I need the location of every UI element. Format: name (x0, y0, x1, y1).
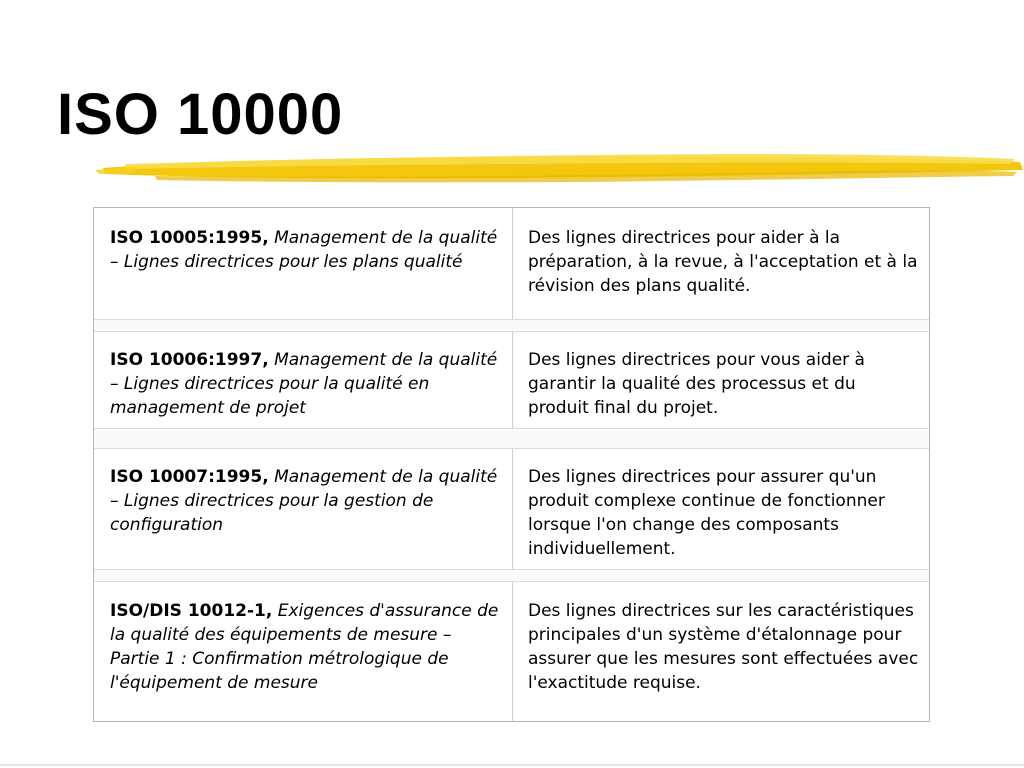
standard-title: Management de la qualité – Lignes directrices pour la qualité en management de projet (110, 350, 498, 418)
standard-code: ISO 10005:1995, (110, 228, 269, 248)
footer-rule (0, 764, 1024, 766)
row-spacer (94, 320, 929, 332)
standard-code: ISO 10007:1995, (110, 467, 269, 487)
standards-table (93, 207, 930, 722)
column-divider (512, 332, 513, 428)
table-row (94, 332, 929, 429)
slide-title: ISO 10000 (57, 82, 344, 147)
row-spacer (94, 429, 929, 449)
standard-code: ISO/DIS 10012-1, (110, 601, 273, 621)
table-row (94, 449, 929, 570)
yellow-brush-stroke (95, 140, 1024, 200)
table-row (94, 208, 929, 320)
column-divider (512, 208, 513, 319)
description-cell: Des lignes directrices pour vous aider à garantir la qualité des processus et du produit final du projet. (528, 350, 865, 418)
description-cell: Des lignes directrices pour assurer qu'un produit complexe continue de fonctionner lorsque l'on change des composants individuellement. (528, 467, 885, 559)
description-cell: Des lignes directrices pour aider à la préparation, à la revue, à l'acceptation et à la révision des plans qualité. (528, 228, 918, 296)
row-spacer (94, 570, 929, 582)
table-row (94, 582, 929, 721)
column-divider (512, 449, 513, 569)
standard-code: ISO 10006:1997, (110, 350, 269, 370)
standard-title: Exigences d'assurance de la qualité des équipements de mesure – Partie 1 : Confirmation métrologique de l'équipement de mesure (110, 601, 499, 693)
standard-cell (110, 465, 502, 537)
standard-cell (110, 348, 502, 420)
standard-title: Management de la qualité – Lignes directrices pour les plans qualité (110, 228, 498, 272)
standard-cell (110, 226, 502, 274)
standard-title: Management de la qualité – Lignes directrices pour la gestion de configuration (110, 467, 498, 535)
description-cell: Des lignes directrices sur les caractéristiques principales d'un système d'étalonnage pour assurer que les mesures sont effectuées avec l'exactitude requise. (528, 601, 919, 693)
standard-cell (110, 599, 502, 695)
column-divider (512, 582, 513, 721)
